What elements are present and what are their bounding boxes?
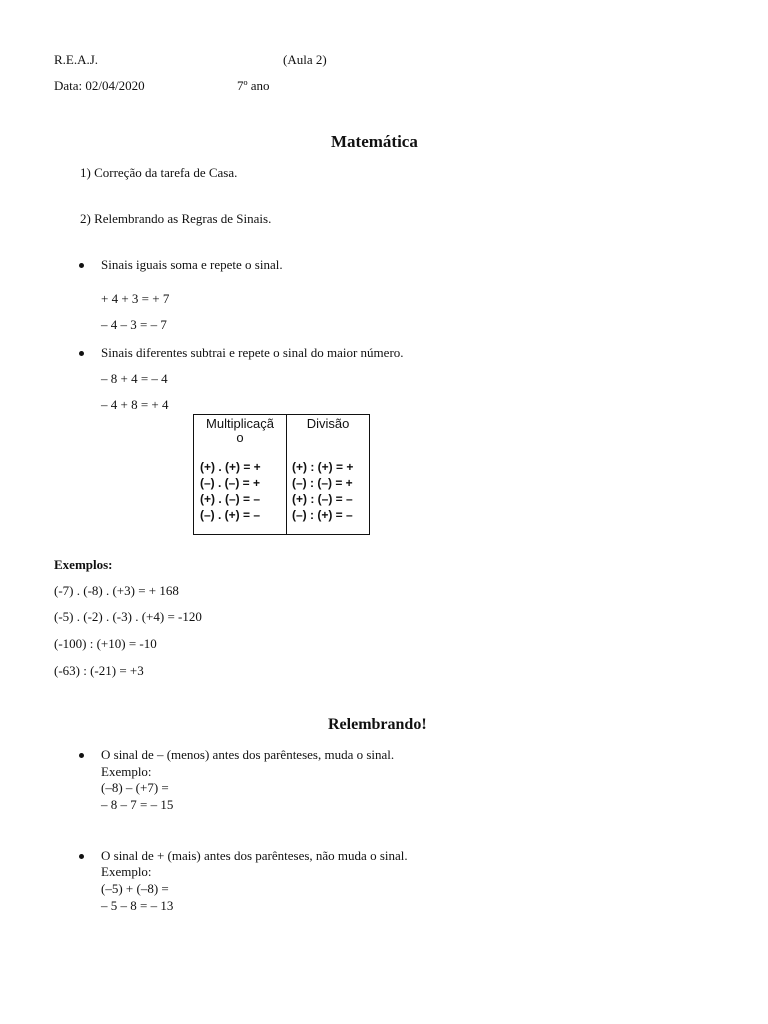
list-item-sign-rules: 2) Relembrando as Regras de Sinais. xyxy=(80,211,272,226)
diff-example-1: – 8 + 4 = – 4 xyxy=(101,371,168,386)
example-line: (-7) . (-8) . (+3) = + 168 xyxy=(54,583,179,598)
example-line: (-63) : (-21) = +3 xyxy=(54,663,144,678)
plus-example-1: (–5) + (–8) = xyxy=(101,881,169,896)
table-header-multiplication-line1: Multiplicaçã xyxy=(206,416,274,431)
sign-rules-table xyxy=(193,414,370,535)
table-row: (–) : (+) = – xyxy=(292,508,353,522)
equal-example-2: – 4 – 3 = – 7 xyxy=(101,317,167,332)
bullet-icon xyxy=(79,753,84,758)
example-line: (-5) . (-2) . (-3) . (+4) = -120 xyxy=(54,609,202,624)
table-row: (+) : (+) = + xyxy=(292,460,354,474)
minus-example-2: – 8 – 7 = – 15 xyxy=(101,797,174,812)
example-label: Exemplo: xyxy=(101,864,152,879)
school-name: R.E.A.J. xyxy=(54,52,99,67)
list-item-homework: 1) Correção da tarefa de Casa. xyxy=(80,165,238,180)
division-rules xyxy=(292,459,353,523)
table-row: (–) . (–) = + xyxy=(200,476,261,490)
multiplication-rules xyxy=(200,459,261,523)
lesson-date: Data: 02/04/2020 xyxy=(54,78,145,93)
table-row: (–) . (+) = – xyxy=(200,508,261,522)
table-row: (–) : (–) = + xyxy=(292,476,353,490)
example-line: (-100) : (+10) = -10 xyxy=(54,636,157,651)
table-header-multiplication-line2: o xyxy=(236,430,244,445)
plus-example-2: – 5 – 8 = – 13 xyxy=(101,898,174,913)
table-header-division: Divisão xyxy=(306,416,350,431)
table-header-multiplication xyxy=(194,417,286,445)
diff-example-2: – 4 + 8 = + 4 xyxy=(101,397,169,412)
bullet-icon xyxy=(79,854,84,859)
lesson-number: (Aula 2) xyxy=(283,52,327,67)
table-row: (+) : (–) = – xyxy=(292,492,353,506)
rule-equal-signs: Sinais iguais soma e repete o sinal. xyxy=(101,257,283,272)
examples-heading: Exemplos: xyxy=(54,557,113,572)
bullet-icon xyxy=(79,351,84,356)
table-row: (+) . (+) = + xyxy=(200,460,261,474)
equal-example-1: + 4 + 3 = + 7 xyxy=(101,291,170,306)
page-title: Matemática xyxy=(331,132,418,151)
minus-example-1: (–8) – (+7) = xyxy=(101,780,169,795)
rule-plus-parentheses: O sinal de + (mais) antes dos parênteses, não muda o sinal. xyxy=(101,848,408,863)
table-divider xyxy=(286,415,287,534)
bullet-icon xyxy=(79,263,84,268)
rule-minus-parentheses: O sinal de – (menos) antes dos parênteses, muda o sinal. xyxy=(101,747,395,762)
grade-level: 7º ano xyxy=(237,78,270,93)
section-title: Relembrando! xyxy=(328,716,427,733)
table-row: (+) . (–) = – xyxy=(200,492,261,506)
example-label: Exemplo: xyxy=(101,764,152,779)
rule-different-signs: Sinais diferentes subtrai e repete o sinal do maior número. xyxy=(101,345,404,360)
